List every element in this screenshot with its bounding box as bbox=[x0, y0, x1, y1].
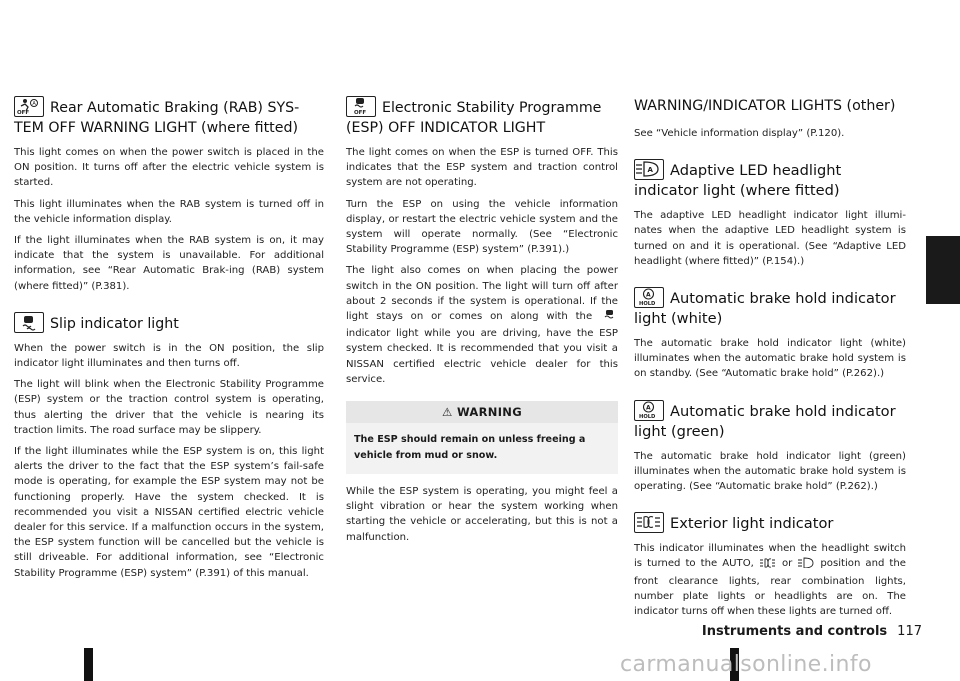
slip-heading bbox=[14, 312, 324, 334]
exterior-title: Exterior light indicator bbox=[670, 515, 834, 533]
esp-paragraph-4: While the ESP system is operating, you might feel a slight vibration or hear the system working when starting the vehicle or accelerating, but this is not a malfunction. bbox=[346, 486, 618, 543]
esp-paragraph-3 bbox=[346, 263, 618, 387]
exterior-light-icon bbox=[634, 512, 664, 533]
svg-text:A: A bbox=[647, 166, 653, 175]
side-lights-inline-icon bbox=[759, 557, 777, 573]
other-paragraph: See “Vehicle information display” (P.120). bbox=[634, 128, 845, 139]
esp-off-icon bbox=[346, 96, 376, 117]
footer-section-title: Instruments and controls bbox=[701, 624, 888, 639]
esp-title: Electronic Stability Programme (ESP) OFF INDICATOR LIGHT bbox=[346, 100, 602, 136]
column-right bbox=[634, 96, 906, 625]
slip-title: Slip indicator light bbox=[50, 315, 179, 332]
svg-text:OFF: OFF bbox=[354, 110, 367, 115]
esp-paragraph-2: Turn the ESP on using the vehicle information display, or restart the electric vehicle system and the system will operate normally. (See “Electronic Stability Programme (ESP) system” (P.391).) bbox=[346, 198, 618, 256]
rab-paragraph-1: This light comes on when the power switch is placed in the ON position. It turns off after the electric vehicle system is started. bbox=[14, 147, 324, 189]
rab-paragraph-3: If the light illuminates when the RAB system is on, it may indicate that the system is unavailable. For additional information, see “Rear Automatic Brak-ing (RAB) system (where fitted)” (P.381). bbox=[14, 235, 324, 292]
svg-text:HOLD: HOLD bbox=[639, 413, 656, 419]
adaptive-led-headlight-icon bbox=[634, 159, 664, 180]
slip-paragraph-1: When the power switch is in the ON position, the slip indicator light illuminates and then turns off. bbox=[14, 342, 324, 370]
crop-mark-left bbox=[84, 648, 93, 681]
svg-text:A: A bbox=[646, 404, 651, 412]
headlight-inline-icon bbox=[797, 557, 815, 573]
warning-label: WARNING bbox=[456, 405, 522, 420]
other-heading: WARNING/INDICATOR LIGHTS (other) bbox=[634, 98, 896, 114]
watermark: carmanualsonline.info bbox=[620, 652, 872, 677]
hold-green-paragraph: The automatic brake hold indicator light (green) illuminates when the automatic brake hold system is operating. (See “Automatic brake hold” (P.262).) bbox=[634, 450, 906, 493]
exterior-paragraph-part-1: This indicator illuminates when the headlight switch is turned to the AUTO, bbox=[634, 543, 906, 570]
hold-white-paragraph: The automatic brake hold indicator light (white) illuminates when the automatic brake hold system is on standby. (See “Automatic brake hold” (P.262).) bbox=[634, 338, 906, 380]
led-title: Adaptive LED headlight indicator light (where fitted) bbox=[634, 162, 842, 200]
page-footer bbox=[702, 624, 922, 639]
warning-triangle-icon: ⚠ bbox=[442, 405, 453, 420]
exterior-heading bbox=[634, 512, 906, 534]
rab-title: Rear Automatic Braking (RAB) SYS-TEM OFF WARNING LIGHT (where fitted) bbox=[14, 100, 300, 136]
esp-paragraph-1: The light comes on when the ESP is turned OFF. This indicates that the ESP system and traction control system are not operating. bbox=[346, 147, 618, 189]
page-number: 117 bbox=[897, 624, 922, 639]
hold-white-heading bbox=[634, 287, 906, 329]
esp-paragraph-3-part-1: The light also comes on when placing the power switch in the ON position. The light will turn off after about 2 seconds if the system is operational. If the light stays on or comes on along with the bbox=[346, 265, 618, 323]
svg-text:HOLD: HOLD bbox=[639, 301, 656, 307]
svg-text:A: A bbox=[32, 101, 36, 107]
hold-white-title: Automatic brake hold indicator light (white) bbox=[634, 290, 896, 328]
rab-off-icon bbox=[14, 96, 44, 117]
slip-paragraph-2: The light will blink when the Electronic Stability Programme (ESP) system or the traction control system is operating, thus alerting the driver that the vehicle is nearing its traction limits. The road surface may be slippery. bbox=[14, 379, 324, 436]
slip-car-icon bbox=[14, 312, 44, 333]
hold-green-heading bbox=[634, 400, 906, 442]
hold-green-title: Automatic brake hold indicator light (green) bbox=[634, 402, 896, 440]
led-paragraph: The adaptive LED headlight indicator light illumi-nates when the adaptive LED headlight system is turned on and it is operational. (See “Adaptive LED headlight (where fitted)” (P.154).) bbox=[634, 210, 906, 267]
rab-heading bbox=[14, 96, 324, 138]
warning-text: The ESP should remain on unless freeing a vehicle from mud or snow. bbox=[346, 423, 618, 474]
column-middle bbox=[346, 96, 618, 551]
svg-text:OFF: OFF bbox=[17, 110, 30, 115]
led-heading bbox=[634, 159, 906, 201]
brake-hold-icon bbox=[634, 287, 664, 308]
warning-box bbox=[346, 401, 618, 474]
esp-heading bbox=[346, 96, 618, 138]
column-left bbox=[14, 96, 324, 587]
warning-header bbox=[346, 401, 618, 423]
section-side-tab bbox=[926, 236, 960, 304]
slip-inline-icon bbox=[600, 309, 618, 326]
esp-paragraph-3-part-2: indicator light while you are driving, have the ESP system checked. It is recommended that you visit a NISSAN certified electric vehicle dealer for this service. bbox=[346, 328, 618, 385]
exterior-paragraph-part-3: position and the front clearance lights, rear combination lights, number plate lights or headlights are on. The indicator turns off when these lights are turned off. bbox=[634, 558, 906, 618]
brake-hold-icon bbox=[634, 400, 664, 421]
slip-paragraph-3: If the light illuminates while the ESP system is on, this light alerts the driver to the fact that the ESP system’s fail-safe mode is operating, for example the ESP system may not be functioning properly. Have the system checked. It is recommended you visit a NISSAN certified electric vehicle dealer for this service. If a malfunction occurs in the system, the ESP system function will be cancelled but the vehicle is still driveable. For additional information, see “Electronic Stability Programme (ESP) system” (P.391) of this manual. bbox=[14, 446, 324, 579]
svg-text:A: A bbox=[646, 291, 651, 299]
exterior-paragraph bbox=[634, 541, 906, 619]
exterior-paragraph-part-2: or bbox=[781, 558, 793, 570]
rab-paragraph-2: This light illuminates when the RAB system is turned off in the vehicle information display. bbox=[14, 198, 324, 225]
